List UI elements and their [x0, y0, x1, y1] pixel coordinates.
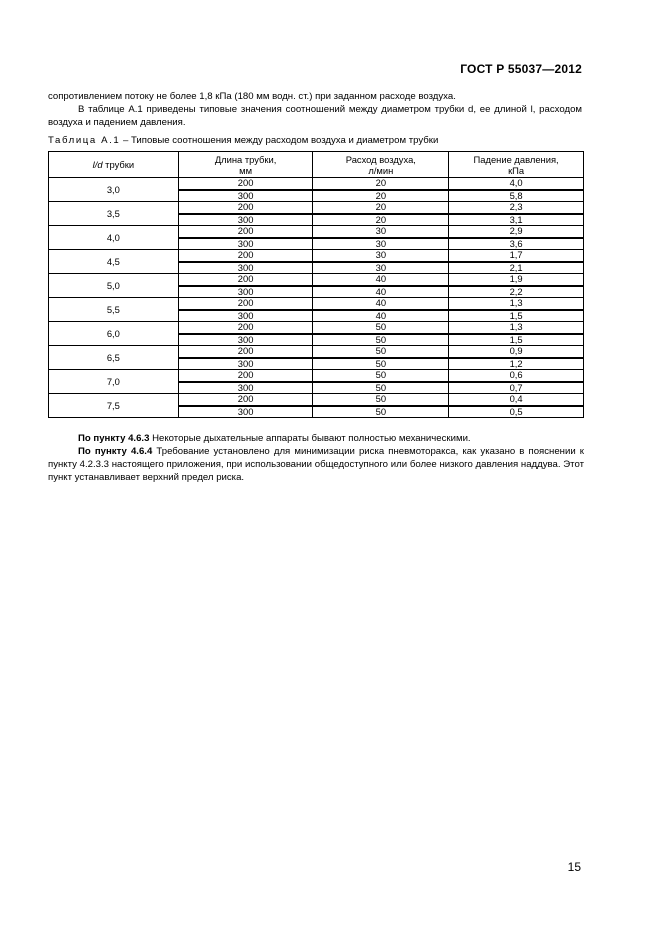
- table-row: [49, 394, 584, 406]
- table-row: [49, 298, 584, 310]
- header-flow: [313, 152, 449, 178]
- cell-pressure-drop: 2,2: [449, 286, 584, 298]
- cell-ld-ratio: 3,0: [49, 178, 179, 202]
- cell-ld-ratio: 6,0: [49, 322, 179, 346]
- cell-flow: 30: [313, 262, 449, 274]
- cell-pressure-drop: 0,6: [449, 370, 584, 382]
- note-ref: По пункту 4.6.3: [78, 433, 150, 444]
- cell-pressure-drop: 2,1: [449, 262, 584, 274]
- table-header-row: [49, 152, 584, 178]
- table-body: [49, 178, 584, 418]
- header-ld: [49, 152, 179, 178]
- cell-length: 200: [178, 370, 313, 382]
- note-text: Некоторые дыхательные аппараты бывают полностью механическими.: [149, 433, 471, 444]
- header-flow-line2: л/мин: [368, 164, 394, 176]
- cell-ld-ratio: 7,5: [49, 394, 179, 418]
- cell-pressure-drop: 1,5: [449, 310, 584, 322]
- intro-text: [48, 90, 582, 129]
- table-row: [49, 370, 584, 382]
- cell-flow: 50: [313, 382, 449, 394]
- table-caption: [48, 134, 438, 147]
- page-number: 15: [567, 860, 581, 874]
- cell-length: 200: [178, 202, 313, 214]
- cell-flow: 30: [313, 226, 449, 238]
- cell-pressure-drop: 3,1: [449, 214, 584, 226]
- note-ref: По пункту 4.6.4: [78, 446, 153, 457]
- cell-pressure-drop: 1,7: [449, 250, 584, 262]
- cell-pressure-drop: 2,3: [449, 202, 584, 214]
- cell-flow: 30: [313, 238, 449, 250]
- table-row: [49, 202, 584, 214]
- cell-flow: 50: [313, 322, 449, 334]
- cell-length: 300: [178, 334, 313, 346]
- cell-flow: 50: [313, 370, 449, 382]
- table-row: [49, 346, 584, 358]
- intro-line-1: сопротивлением потоку не более 1,8 кПа (180 мм водн. ст.) при заданном расходе воздуха.: [48, 91, 456, 102]
- header-length-line1: Длина трубки,: [214, 153, 277, 165]
- header-ld-italic: l/d: [92, 159, 103, 170]
- cell-pressure-drop: 1,3: [449, 322, 584, 334]
- cell-length: 300: [178, 382, 313, 394]
- cell-ld-ratio: 6,5: [49, 346, 179, 370]
- header-length: [178, 152, 313, 178]
- cell-pressure-drop: 0,7: [449, 382, 584, 394]
- cell-length: 200: [178, 178, 313, 190]
- cell-length: 200: [178, 394, 313, 406]
- cell-flow: 50: [313, 406, 449, 418]
- cell-pressure-drop: 0,5: [449, 406, 584, 418]
- cell-ld-ratio: 5,0: [49, 274, 179, 298]
- cell-flow: 40: [313, 286, 449, 298]
- cell-flow: 50: [313, 394, 449, 406]
- header-drop-line2: кПа: [508, 164, 525, 176]
- table-row: [49, 226, 584, 238]
- document-id: ГОСТ Р 55037—2012: [460, 62, 582, 76]
- table-row: [49, 274, 584, 286]
- cell-ld-ratio: 7,0: [49, 370, 179, 394]
- cell-pressure-drop: 0,4: [449, 394, 584, 406]
- cell-ld-ratio: 4,5: [49, 250, 179, 274]
- cell-flow: 20: [313, 214, 449, 226]
- cell-pressure-drop: 5,8: [449, 190, 584, 202]
- note-text: Требование установлено для минимизации риска пневмоторакса, как указано в пояснении к пункту 4.2.3.3 настоящего приложения, при использовании общедоступного или более низкого давления наддува. Этот пункт устанавливает верхний предел риска.: [48, 446, 584, 483]
- cell-flow: 20: [313, 178, 449, 190]
- cell-ld-ratio: 5,5: [49, 298, 179, 322]
- cell-flow: 50: [313, 358, 449, 370]
- cell-pressure-drop: 0,9: [449, 346, 584, 358]
- cell-length: 300: [178, 286, 313, 298]
- header-length-line2: мм: [239, 164, 253, 176]
- cell-pressure-drop: 3,6: [449, 238, 584, 250]
- cell-ld-ratio: 3,5: [49, 202, 179, 226]
- cell-flow: 20: [313, 202, 449, 214]
- header-drop-line1: Падение давления,: [473, 153, 559, 165]
- header-flow-line1: Расход воздуха,: [345, 153, 416, 165]
- cell-flow: 30: [313, 250, 449, 262]
- cell-pressure-drop: 1,9: [449, 274, 584, 286]
- cell-length: 200: [178, 274, 313, 286]
- cell-length: 300: [178, 238, 313, 250]
- cell-length: 300: [178, 214, 313, 226]
- cell-pressure-drop: 4,0: [449, 178, 584, 190]
- cell-length: 200: [178, 298, 313, 310]
- header-ld-rest: трубки: [102, 159, 135, 170]
- cell-length: 300: [178, 358, 313, 370]
- cell-length: 200: [178, 322, 313, 334]
- table-caption-text: – Типовые соотношения между расходом воздуха и диаметром трубки: [120, 135, 439, 146]
- intro-line-2: В таблице А.1 приведены типовые значения соотношений между диаметром трубки d, ее длиной l, расходом воздуха и падением давления.: [48, 104, 582, 128]
- table-caption-label: Таблица А.1: [48, 135, 121, 146]
- cell-pressure-drop: 1,5: [449, 334, 584, 346]
- cell-flow: 40: [313, 310, 449, 322]
- cell-flow: 50: [313, 334, 449, 346]
- cell-length: 300: [178, 406, 313, 418]
- cell-length: 300: [178, 262, 313, 274]
- note-4-6-3: [48, 432, 584, 445]
- cell-length: 200: [178, 346, 313, 358]
- airflow-table: [48, 151, 584, 418]
- cell-pressure-drop: 1,3: [449, 298, 584, 310]
- cell-length: 200: [178, 226, 313, 238]
- table-row: [49, 178, 584, 190]
- cell-pressure-drop: 2,9: [449, 226, 584, 238]
- table-row: [49, 322, 584, 334]
- cell-flow: 20: [313, 190, 449, 202]
- header-drop: [449, 152, 584, 178]
- note-4-6-4: [48, 445, 584, 484]
- cell-length: 200: [178, 250, 313, 262]
- table-row: [49, 250, 584, 262]
- cell-length: 300: [178, 310, 313, 322]
- cell-flow: 50: [313, 346, 449, 358]
- cell-ld-ratio: 4,0: [49, 226, 179, 250]
- cell-flow: 40: [313, 274, 449, 286]
- cell-length: 300: [178, 190, 313, 202]
- cell-pressure-drop: 1,2: [449, 358, 584, 370]
- notes-section: [48, 432, 584, 484]
- cell-flow: 40: [313, 298, 449, 310]
